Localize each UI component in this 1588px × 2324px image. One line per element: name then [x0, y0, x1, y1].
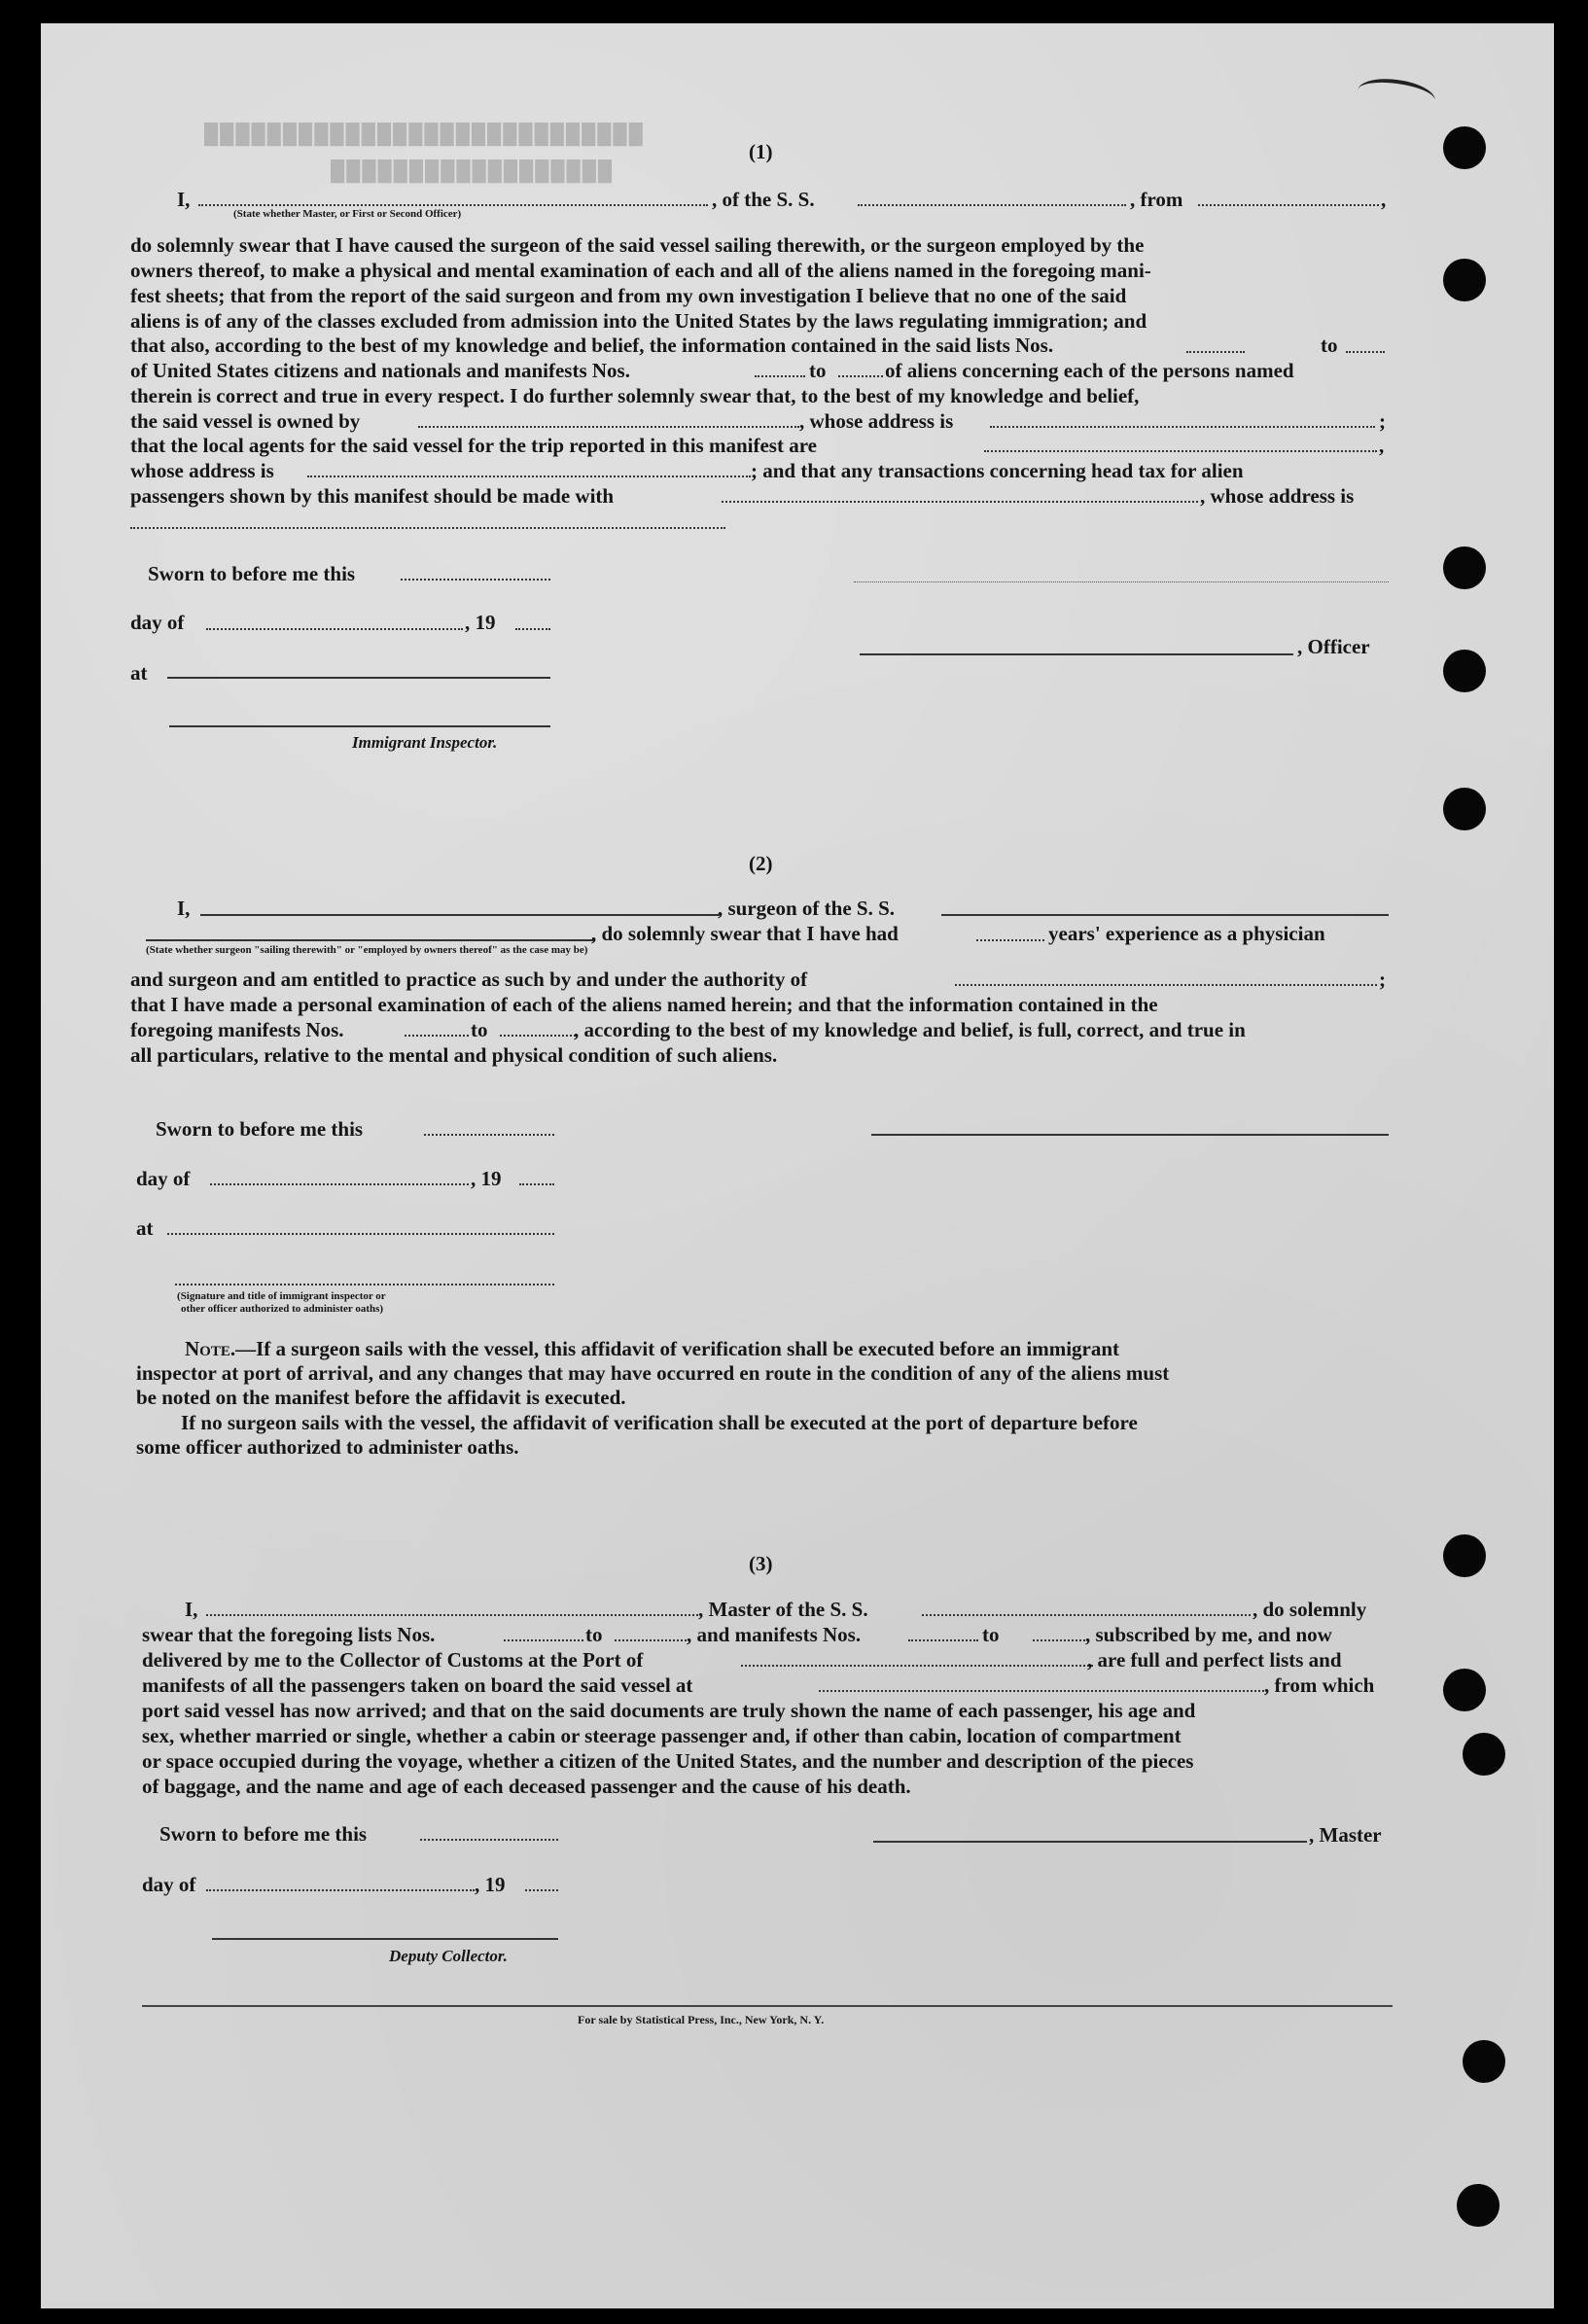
inspector-signature-line[interactable]: [169, 725, 550, 727]
oath-text: delivered by me to the Collector of Customs at the Port of: [142, 1648, 644, 1672]
sworn-label: Sworn to before me this: [159, 1822, 368, 1846]
year-label: , 19: [465, 611, 496, 634]
footer-rule: [142, 2005, 1393, 2007]
field-instruction: (State whether Master, or First or Second Officer): [233, 208, 462, 220]
manifests-to-field-line[interactable]: [838, 375, 883, 377]
vessel-field-line[interactable]: [858, 204, 1126, 206]
year-field-line[interactable]: [515, 628, 550, 630]
surgeon-manifest-to-field-line[interactable]: [500, 1035, 576, 1037]
surgeon-manifest-from-field-line[interactable]: [405, 1035, 469, 1037]
lists-to-field-line[interactable]: [1346, 351, 1385, 353]
officer-signature-line[interactable]: [860, 653, 1293, 655]
owner-address-field-line[interactable]: [990, 426, 1375, 428]
inspector-label: Immigrant Inspector.: [352, 733, 498, 752]
oath-text: passengers shown by this manifest should be made with: [130, 484, 615, 508]
oath-text: foregoing manifests Nos.: [130, 1018, 344, 1041]
officer-label: , Officer: [1297, 635, 1370, 658]
punch-hole: [1443, 1534, 1486, 1577]
lists-from-field-line[interactable]: [504, 1639, 583, 1641]
administering-officer-signature-line[interactable]: [175, 1284, 554, 1285]
officer-signature-line-upper[interactable]: [854, 581, 1389, 582]
oath-text: I,: [177, 897, 191, 920]
surgeon-name-field-line[interactable]: [200, 914, 720, 916]
sworn-date-field-line[interactable]: [401, 579, 550, 581]
note-text: inspector at port of arrival, and any changes that may have occurred en route in the condition of any of the aliens must: [136, 1361, 1170, 1385]
day-of-field-line[interactable]: [210, 1183, 469, 1185]
at-field-line[interactable]: [167, 1233, 554, 1235]
punch-hole: [1443, 126, 1486, 169]
punch-hole: [1443, 788, 1486, 830]
year-field-line[interactable]: [519, 1183, 554, 1185]
oath-text: ; and that any transactions concerning head tax for alien: [751, 459, 1244, 482]
punch-hole: [1443, 259, 1486, 301]
oath-text: to: [585, 1623, 603, 1646]
oath-text: all particulars, relative to the mental and physical condition of such aliens.: [130, 1043, 778, 1067]
agents-field-line[interactable]: [984, 450, 1377, 452]
oath-text: ;: [1379, 968, 1386, 991]
authority-field-line[interactable]: [955, 984, 1377, 986]
year-label: , 19: [475, 1873, 506, 1896]
sworn-date-field-line[interactable]: [420, 1839, 558, 1841]
oath-text: ,: [1379, 434, 1385, 457]
oath-text: , do solemnly swear that I have had: [591, 922, 899, 945]
oath-text: that also, according to the best of my knowledge and belief, the information contained in the said lists Nos.: [130, 334, 1054, 357]
punch-hole: [1463, 1733, 1505, 1776]
day-of-label: day of: [130, 611, 185, 634]
oath-text: , from which: [1264, 1673, 1375, 1697]
section-number: (2): [749, 852, 773, 875]
oath-text: and surgeon and am entitled to practice as such by and under the authority of: [130, 968, 808, 991]
port-field-line[interactable]: [741, 1665, 1093, 1667]
sworn-date-field-line[interactable]: [424, 1134, 554, 1136]
name-field-line[interactable]: [198, 204, 708, 206]
lists-to-field-line[interactable]: [615, 1639, 690, 1641]
surgeon-status-field-line[interactable]: [146, 939, 595, 941]
oath-text: , are full and perfect lists and: [1087, 1648, 1342, 1672]
oath-text: , do solemnly: [1253, 1598, 1367, 1621]
at-field-line[interactable]: [167, 677, 550, 679]
surgeon-vessel-field-line[interactable]: [941, 914, 1389, 916]
oath-text: , whose address is: [799, 409, 954, 433]
oath-text: , according to the best of my knowledge and belief, is full, correct, and true in: [574, 1018, 1246, 1041]
oath-text: , and manifests Nos.: [687, 1623, 862, 1646]
day-of-label: day of: [136, 1167, 191, 1190]
lists-from-field-line[interactable]: [1186, 351, 1245, 353]
oath-text: , whose address is: [1200, 484, 1355, 508]
oath-text: to: [1321, 334, 1338, 357]
oath-text: of United States citizens and nationals and manifests Nos.: [130, 359, 630, 382]
manifests-from-field-line[interactable]: [755, 375, 805, 377]
oath-text: , from: [1130, 188, 1183, 211]
note-text: If no surgeon sails with the vessel, the affidavit of verification shall be executed at the port of departure before: [181, 1411, 1138, 1434]
day-of-field-line[interactable]: [206, 1889, 475, 1891]
at-label: at: [136, 1216, 154, 1240]
bleed-through-mark: ████████████████████████████: [204, 123, 645, 145]
oath-text: of baggage, and the name and age of each deceased passenger and the cause of his death.: [142, 1775, 911, 1798]
at-label: at: [130, 661, 148, 685]
master-signature-line[interactable]: [873, 1841, 1307, 1843]
field-instruction: other officer authorized to administer oaths): [181, 1303, 384, 1315]
oath-text: to: [809, 359, 827, 382]
oath-text: I,: [185, 1598, 198, 1621]
years-field-line[interactable]: [976, 939, 1044, 941]
oath-text: , subscribed by me, and now: [1085, 1623, 1332, 1646]
year-field-line[interactable]: [525, 1889, 558, 1891]
from-field-line[interactable]: [1198, 204, 1379, 206]
oath-text: do solemnly swear that I have caused the surgeon of the said vessel sailing therewith, or the surgeon employed by the: [130, 233, 1145, 257]
oath-text: of aliens concerning each of the persons named: [885, 359, 1294, 382]
oath-text: to: [982, 1623, 1000, 1646]
punch-hole: [1457, 2184, 1500, 2227]
oath-text: fest sheets; that from the report of the said surgeon and from my own investigation I believe that no one of the said: [130, 284, 1127, 307]
manifests-from-field-line[interactable]: [908, 1639, 978, 1641]
day-of-label: day of: [142, 1873, 196, 1896]
oath-text: I,: [177, 188, 191, 211]
punch-hole: [1443, 1669, 1486, 1711]
oath-text: aliens is of any of the classes excluded from admission into the United States by the laws regulating immigration; and: [130, 309, 1147, 333]
field-instruction: (Signature and title of immigrant inspector or: [177, 1290, 386, 1302]
oath-text: , surgeon of the S. S.: [718, 897, 896, 920]
oath-text: owners thereof, to make a physical and mental examination of each and all of the aliens named in the foregoing mani-: [130, 259, 1151, 282]
section-number: (3): [749, 1552, 773, 1575]
oath-text: that the local agents for the said vessel for the trip reported in this manifest are: [130, 434, 817, 457]
oath-text: ,: [1381, 188, 1387, 211]
deputy-collector-signature-line[interactable]: [212, 1938, 558, 1940]
year-label: , 19: [471, 1167, 502, 1190]
bleed-through-mark: ██████████████████: [331, 160, 615, 182]
sworn-label: Sworn to before me this: [156, 1117, 364, 1141]
boarding-port-field-line[interactable]: [819, 1690, 1264, 1692]
printer-credit: For sale by Statistical Press, Inc., New York, N. Y.: [578, 2013, 825, 2026]
oath-text: whose address is: [130, 459, 274, 482]
punch-hole: [1463, 2040, 1505, 2083]
oath-text: therein is correct and true in every respect. I do further solemnly swear that, to the best of my knowledge and belief,: [130, 384, 1140, 407]
oath-text: years' experience as a physician: [1048, 922, 1325, 945]
oath-text: swear that the foregoing lists Nos.: [142, 1623, 436, 1646]
field-instruction: (State whether surgeon "sailing therewith" or "employed by owners thereof" as the case may be): [146, 944, 588, 956]
master-label: , Master: [1309, 1823, 1382, 1847]
oath-text: port said vessel has now arrived; and that on the said documents are truly shown the name of each passenger, his age and: [142, 1699, 1196, 1722]
note-text: be noted on the manifest before the affidavit is executed.: [136, 1386, 626, 1409]
oath-text: the said vessel is owned by: [130, 409, 361, 433]
surgeon-signature-line[interactable]: [871, 1134, 1389, 1136]
day-of-field-line[interactable]: [206, 628, 463, 630]
section-number: (1): [749, 140, 773, 163]
note-body: —If a surgeon sails with the vessel, this affidavit of verification shall be executed before an immigrant: [235, 1337, 1120, 1360]
oath-text: manifests of all the passengers taken on board the said vessel at: [142, 1673, 693, 1697]
manifests-to-field-line[interactable]: [1033, 1639, 1085, 1641]
master-vessel-field-line[interactable]: [922, 1614, 1251, 1616]
oath-text: sex, whether married or single, whether a cabin or steerage passenger and, if other than cabin, location of compartment: [142, 1724, 1182, 1747]
deputy-collector-label: Deputy Collector.: [389, 1947, 508, 1965]
note-text: some officer authorized to administer oaths.: [136, 1435, 519, 1459]
sworn-label: Sworn to before me this: [148, 562, 356, 585]
punch-hole: [1443, 650, 1486, 692]
oath-text: , of the S. S.: [712, 188, 815, 211]
master-name-field-line[interactable]: [206, 1614, 698, 1616]
oath-text: ;: [1379, 409, 1386, 433]
owner-field-line[interactable]: [418, 426, 799, 428]
agents-address-field-line[interactable]: [307, 475, 751, 477]
note-text: [185, 1337, 1119, 1360]
oath-text: or space occupied during the voyage, whether a citizen of the United States, and the number and description of the pieces: [142, 1749, 1194, 1773]
head-tax-address-field-line[interactable]: [130, 527, 725, 529]
oath-text: that I have made a personal examination of each of the aliens named herein; and that the information contained in the: [130, 993, 1158, 1016]
punch-hole: [1443, 546, 1486, 589]
oath-text: to: [471, 1018, 488, 1041]
head-tax-party-field-line[interactable]: [722, 501, 1198, 503]
oath-text: , Master of the S. S.: [698, 1598, 868, 1621]
note-heading: Note.: [185, 1337, 236, 1360]
